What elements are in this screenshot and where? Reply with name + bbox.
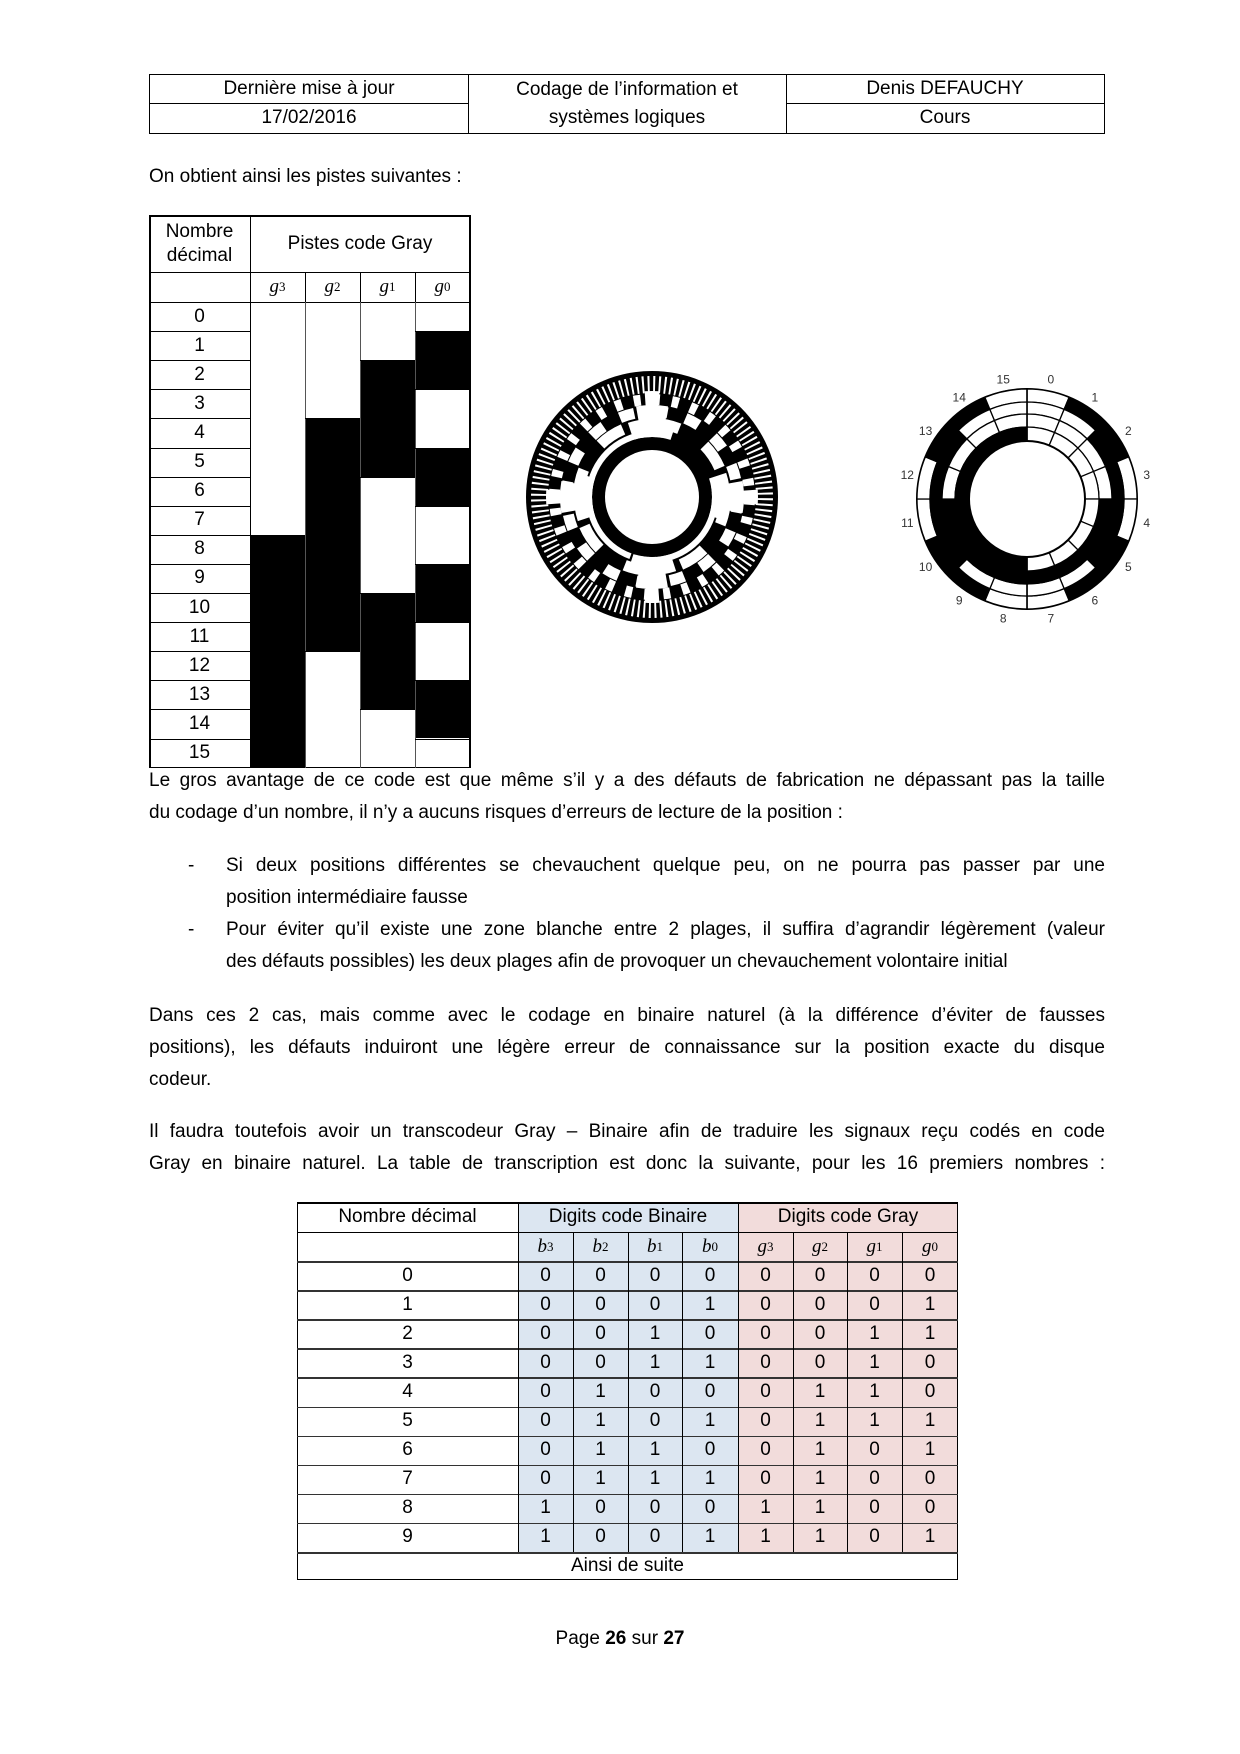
border	[415, 272, 416, 302]
sector-label: 2	[1125, 424, 1132, 439]
paragraph-line: Gray en binaire naturel. La table de transcription est donc la suivante, pour les 16 premiers nombres :	[149, 1153, 1105, 1174]
decimal-cell: 5	[194, 451, 205, 473]
border	[415, 448, 470, 449]
cases-paragraph	[149, 1000, 1105, 1096]
border	[360, 593, 415, 594]
gray-digit-cell: 0	[924, 1497, 936, 1519]
border	[415, 680, 470, 681]
gray-digit-cell: 0	[924, 1380, 936, 1402]
border	[149, 593, 250, 594]
last-update-date: 17/02/2016	[261, 107, 357, 128]
binary-digit-cell: 0	[649, 1497, 661, 1519]
gray-digit-cell: 1	[924, 1439, 936, 1461]
transcoder-paragraph	[149, 1116, 1105, 1180]
gray-code-disc-diagram	[897, 369, 1157, 629]
decimal-cell: 6	[194, 480, 205, 502]
page-sep: sur	[631, 1628, 659, 1649]
binary-digit-cell: 1	[704, 1410, 716, 1432]
bullet-item-line: Pour éviter qu’il existe une zone blanche entre 2 plages, il suffira d’agrandir légèrement (valeur	[226, 919, 1105, 940]
paragraph-line: positions), les défauts induiront une légère erreur de connaissance sur la position exacte du disque	[149, 1037, 1105, 1058]
bit-header-g2: g 2	[812, 1235, 828, 1257]
binary-digit-cell: 1	[649, 1322, 661, 1344]
gray-digit-cell: 0	[869, 1293, 880, 1315]
border	[149, 215, 151, 768]
document-type: Cours	[919, 107, 971, 128]
border	[415, 739, 470, 740]
disc-hub	[605, 450, 699, 544]
track-segment-black	[360, 360, 415, 476]
bullet-item-line: Si deux positions différentes se chevauchent quelque peu, on ne pourra pas passer par une	[226, 855, 1105, 876]
border	[628, 1232, 629, 1552]
binary-digit-cell: 0	[540, 1439, 551, 1461]
binary-digit-cell: 0	[649, 1380, 661, 1402]
paragraph-line: Dans ces 2 cas, mais comme avec le codage en binaire naturel (à la différence d’éviter de fausses	[149, 1005, 1105, 1026]
binary-digit-cell: 1	[540, 1497, 551, 1519]
paragraph-line: Il faudra toutefois avoir un transcodeur Gray – Binaire afin de traduire les signaux reçu codés en code	[149, 1121, 1105, 1142]
binary-digit-cell: 1	[704, 1351, 716, 1373]
binary-digit-cell: 0	[704, 1380, 716, 1402]
decimal-cell: 15	[188, 742, 211, 764]
gray-digit-cell: 1	[869, 1410, 880, 1432]
author: Denis DEFAUCHY	[866, 78, 1024, 99]
column-header-decimal: Nombre décimal	[338, 1206, 477, 1227]
binary-digit-cell: 1	[649, 1351, 661, 1373]
binary-digit-cell: 0	[595, 1322, 606, 1344]
decimal-cell: 9	[402, 1526, 413, 1548]
gray-digit-cell: 1	[760, 1497, 771, 1519]
border	[469, 215, 471, 768]
gray-digit-cell: 0	[924, 1264, 936, 1286]
decimal-cell: 10	[188, 596, 211, 618]
gray-digit-cell: 1	[814, 1380, 826, 1402]
binary-digit-cell: 1	[540, 1526, 551, 1548]
gray-digit-cell: 0	[924, 1351, 936, 1373]
border	[360, 272, 361, 302]
bit-header-g3: g 3	[269, 276, 286, 297]
border	[682, 1232, 683, 1552]
decimal-cell: 4	[402, 1380, 413, 1402]
binary-digit-cell: 0	[649, 1293, 661, 1315]
header-line: Nombre	[165, 220, 234, 242]
gray-digit-cell: 1	[814, 1439, 826, 1461]
gray-digit-cell: 0	[760, 1410, 771, 1432]
border	[305, 651, 360, 652]
bit-header-b1: b 1	[647, 1235, 663, 1257]
binary-digit-cell: 0	[540, 1468, 551, 1490]
decimal-cell: 9	[194, 567, 205, 589]
header-line: décimal	[166, 244, 233, 266]
binary-digit-cell: 0	[595, 1351, 606, 1373]
border	[415, 389, 470, 390]
total-pages: 27	[663, 1628, 685, 1649]
binary-digit-cell: 1	[704, 1468, 716, 1490]
gray-digit-cell: 0	[924, 1468, 936, 1490]
bit-header-g3: g 3	[757, 1235, 774, 1257]
track-segment-black	[305, 418, 360, 651]
sector-label: 10	[918, 559, 933, 574]
track-segment-black	[415, 448, 470, 506]
intro-text: On obtient ainsi les pistes suivantes :	[149, 166, 462, 187]
page-footer	[0, 1628, 1240, 1650]
document-title	[468, 75, 786, 132]
gray-digit-cell: 1	[760, 1526, 771, 1548]
border	[305, 302, 306, 768]
border	[149, 709, 250, 710]
decimal-cell: 8	[402, 1497, 413, 1519]
binary-digit-cell: 1	[595, 1468, 606, 1490]
sector-label: 11	[901, 515, 914, 530]
border	[250, 215, 251, 768]
last-update-label: Dernière mise à jour	[223, 78, 395, 99]
decimal-cell: 7	[194, 509, 205, 531]
gray-digit-cell: 0	[760, 1322, 771, 1344]
gray-digit-cell: 0	[760, 1264, 771, 1286]
binary-digit-cell: 0	[595, 1264, 606, 1286]
binary-digit-cell: 0	[595, 1293, 606, 1315]
bullet-item-line: des défauts possibles) les deux plages afin de provoquer un chevauchement volontaire initial	[226, 951, 1008, 972]
border	[360, 302, 361, 768]
sector-label: 15	[996, 372, 1010, 387]
sector-label: 13	[918, 424, 933, 439]
sector-label: 6	[1091, 593, 1099, 608]
binary-digit-cell: 1	[649, 1439, 661, 1461]
border	[847, 1232, 848, 1552]
gray-digit-cell: 0	[760, 1468, 771, 1490]
binary-digit-cell: 1	[595, 1380, 606, 1402]
bullet-marker: -	[188, 855, 195, 876]
binary-digit-cell: 0	[540, 1264, 551, 1286]
binary-digit-cell: 1	[649, 1468, 661, 1490]
binary-digit-cell: 0	[595, 1497, 606, 1519]
border	[902, 1232, 903, 1552]
gray-digit-cell: 1	[924, 1410, 936, 1432]
sector-label: 14	[952, 390, 966, 405]
border	[297, 1579, 958, 1581]
binary-digit-cell: 0	[704, 1264, 716, 1286]
bullet-marker: -	[188, 919, 195, 940]
decimal-cell: 14	[188, 712, 211, 734]
title-line-1: Codage de l’information et	[516, 78, 738, 100]
border	[149, 360, 250, 361]
gray-digit-cell: 1	[869, 1380, 880, 1402]
decimal-cell: 12	[188, 654, 211, 676]
gray-digit-cell: 0	[869, 1526, 880, 1548]
binary-digit-cell: 0	[704, 1497, 716, 1519]
paragraph-line: Le gros avantage de ce code est que même s’il y a des défauts de fabrication ne dépassant pas la taille	[149, 770, 1105, 791]
gray-digit-cell: 0	[869, 1439, 880, 1461]
gray-binary-transcode-table	[297, 1202, 958, 1580]
gray-digit-cell: 1	[814, 1468, 826, 1490]
decimal-cell: 2	[402, 1322, 413, 1344]
title-line-2: systèmes logiques	[548, 106, 706, 128]
border	[297, 1552, 958, 1554]
gray-digit-cell: 0	[760, 1380, 771, 1402]
gray-digit-cell: 1	[869, 1322, 880, 1344]
bit-header-g1: g 1	[866, 1235, 883, 1257]
border	[149, 680, 250, 681]
border	[415, 506, 470, 507]
border	[360, 360, 415, 361]
sector-label: 3	[1143, 468, 1151, 483]
track-segment-black	[415, 680, 470, 738]
gray-tracks-table	[149, 215, 470, 768]
border	[149, 331, 250, 332]
border	[149, 506, 250, 507]
bullet-item-line: position intermédiaire fausse	[226, 887, 468, 908]
decimal-cell: 1	[194, 334, 205, 356]
decimal-cell: 1	[402, 1293, 413, 1315]
decimal-cell: 0	[402, 1264, 413, 1286]
border	[415, 622, 470, 623]
binary-digit-cell: 0	[704, 1439, 716, 1461]
document-header-table	[149, 74, 1105, 134]
binary-digit-cell: 0	[704, 1322, 716, 1344]
paragraph-line: du codage d’un nombre, il n’y a aucuns risques d’erreurs de lecture de la position :	[149, 802, 843, 823]
bit-header-g0: g 0	[434, 276, 451, 297]
gray-digit-cell: 0	[869, 1468, 880, 1490]
disc-hub	[969, 441, 1085, 557]
border	[360, 709, 415, 710]
sector-label: 5	[1125, 559, 1132, 574]
binary-digit-cell: 0	[540, 1410, 551, 1432]
decimal-cell: 4	[194, 421, 205, 443]
track-segment-black	[415, 564, 470, 622]
track-segment-black	[360, 593, 415, 709]
border	[360, 477, 415, 478]
border	[305, 272, 306, 302]
border	[149, 564, 250, 565]
column-header-decimal	[149, 215, 250, 272]
gray-digit-cell: 0	[760, 1439, 771, 1461]
sector-label: 7	[1047, 611, 1055, 626]
binary-digit-cell: 0	[649, 1526, 661, 1548]
decimal-cell: 3	[194, 392, 205, 414]
decimal-cell: 13	[188, 683, 211, 705]
encoder-disc-image	[520, 365, 784, 629]
decimal-cell: 2	[194, 363, 205, 385]
border	[149, 448, 250, 449]
sector-label: 1	[1091, 390, 1099, 405]
decimal-cell: 8	[194, 538, 205, 560]
border	[149, 535, 250, 536]
border	[149, 215, 470, 217]
decimal-cell: 0	[194, 305, 205, 327]
binary-digit-cell: 0	[540, 1380, 551, 1402]
gray-digit-cell: 1	[814, 1526, 826, 1548]
binary-digit-cell: 1	[595, 1410, 606, 1432]
bit-header-b0: b 0	[702, 1235, 718, 1257]
bit-header-b3: b 3	[537, 1235, 554, 1257]
sector-label: 8	[999, 611, 1007, 626]
border	[149, 477, 250, 478]
decimal-cell: 6	[402, 1439, 413, 1461]
binary-digit-cell: 0	[540, 1293, 551, 1315]
bit-header-g0: g 0	[922, 1235, 938, 1257]
gray-digit-cell: 1	[814, 1497, 826, 1519]
bit-header-g1: g 1	[379, 276, 396, 297]
border	[250, 535, 305, 536]
page-label: Page	[555, 1628, 600, 1649]
bit-header-g2: g 2	[324, 276, 341, 297]
decimal-cell: 5	[402, 1410, 413, 1432]
sector-label: 0	[1047, 372, 1055, 387]
binary-digit-cell: 0	[649, 1264, 661, 1286]
decimal-cell: 11	[189, 625, 210, 647]
gray-digit-cell: 0	[814, 1322, 826, 1344]
gray-digit-cell: 0	[814, 1351, 826, 1373]
bit-header-b2: b 2	[592, 1235, 609, 1257]
border	[297, 1202, 958, 1204]
border	[305, 418, 360, 419]
border	[415, 564, 470, 565]
sector-label: 9	[955, 593, 963, 608]
track-segment-black	[415, 331, 470, 389]
border	[793, 1232, 794, 1552]
gray-digit-cell: 0	[760, 1351, 771, 1373]
advantage-paragraph	[149, 765, 1105, 829]
border	[149, 622, 250, 623]
decimal-cell: 7	[402, 1468, 413, 1490]
binary-digit-cell: 1	[704, 1526, 716, 1548]
gray-digit-cell: 0	[760, 1293, 771, 1315]
binary-digit-cell: 1	[595, 1439, 606, 1461]
gray-digit-cell: 0	[869, 1497, 880, 1519]
binary-digit-cell: 1	[704, 1293, 716, 1315]
gray-digit-cell: 0	[814, 1293, 826, 1315]
border	[149, 389, 250, 390]
gray-digit-cell: 1	[814, 1410, 826, 1432]
border	[573, 1232, 574, 1552]
border	[149, 739, 250, 740]
sector-label: 4	[1143, 515, 1151, 530]
current-page: 26	[605, 1628, 627, 1649]
binary-digit-cell: 0	[540, 1351, 551, 1373]
table-footer-note: Ainsi de suite	[570, 1555, 684, 1576]
border	[149, 651, 250, 652]
gray-digit-cell: 1	[869, 1351, 880, 1373]
binary-digit-cell: 0	[540, 1322, 551, 1344]
decimal-cell: 3	[402, 1351, 413, 1373]
binary-digit-cell: 0	[595, 1526, 606, 1548]
column-header-binary: Digits code Binaire	[548, 1206, 708, 1227]
border	[415, 302, 416, 768]
column-header-tracks: Pistes code Gray	[287, 232, 433, 254]
border	[738, 1202, 739, 1552]
border	[149, 418, 250, 419]
gray-digit-cell: 1	[924, 1293, 936, 1315]
border	[518, 1202, 519, 1552]
gray-digit-cell: 0	[814, 1264, 826, 1286]
gray-digit-cell: 1	[924, 1526, 936, 1548]
gray-digit-cell: 1	[924, 1322, 936, 1344]
border	[149, 302, 470, 303]
binary-digit-cell: 0	[649, 1410, 661, 1432]
sector-label: 12	[900, 468, 914, 483]
border	[415, 331, 470, 332]
column-header-gray: Digits code Gray	[777, 1206, 919, 1227]
track-segment-black	[250, 535, 305, 768]
border	[149, 272, 470, 273]
gray-digit-cell: 0	[869, 1264, 880, 1286]
paragraph-line: codeur.	[149, 1069, 212, 1090]
